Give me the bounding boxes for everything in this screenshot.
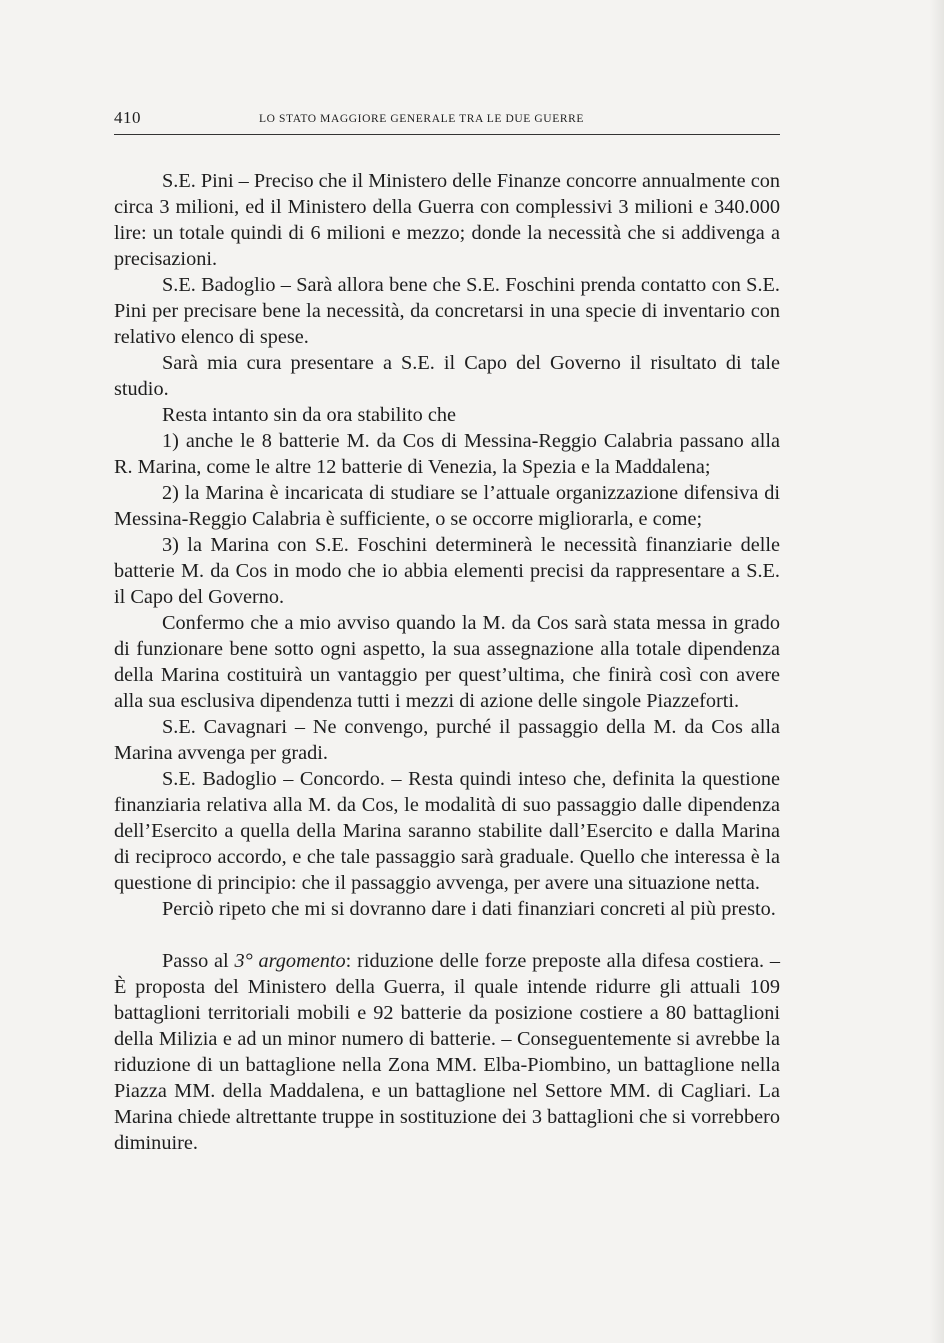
- paragraph: S.E. Pini – Preciso che il Ministero delle Finanze concorre annualmente con circa 3 milioni, ed il Ministero della Guerra con complessivi 3 milioni e 340.000 lire: un totale quindi di 6 milioni e mezzo; donde la necessità che si addivenga a precisazioni.: [114, 170, 780, 270]
- page-edge-shadow: [930, 0, 944, 1343]
- topic-paragraph: [114, 948, 780, 1156]
- running-title: LO STATO MAGGIORE GENERALE TRA LE DUE GUERRE: [259, 113, 585, 125]
- topic-emphasis: 3° argomento: [234, 950, 346, 972]
- topic-rest: : riduzione delle forze preposte alla difesa costiera. – È proposta del Ministero della Guerra, il quale intende ridurre gli attuali 109 battaglioni territoriali mobili e 92 batterie da posizione costiere a 80 battaglioni della Milizia e ad un minor numero di batterie. – Conseguentemente si avrebbe la riduzione di un battaglione nella Zona MM. Elba-Piombino, un battaglione nella Piazza MM. della Maddalena, e un battaglione nel Settore MM. di Cagliari. La Marina chiede altrettante truppe in sostituzione dei 3 battaglioni che si vorrebbero diminuire.: [114, 950, 781, 1154]
- paragraph: Perciò ripeto che mi si dovranno dare i dati finanziari concreti al più presto.: [162, 898, 776, 920]
- list-item-1: 1) anche le 8 batterie M. da Cos di Messina-Reggio Calabria passano alla R. Marina, come le altre 12 batterie di Venezia, la Spezia e la Maddalena;: [114, 430, 780, 478]
- page-number: 410: [114, 108, 141, 127]
- paragraph: Confermo che a mio avviso quando la M. da Cos sarà stata messa in grado di funzionare bene sotto ogni aspetto, la sua assegnazione alla totale dipendenza della Marina costituirà un vantaggio per quest’ultima, che finirà così con avere alla sua esclusiva dipendenza tutti i mezzi di azione delle singole Piazzeforti.: [114, 612, 780, 712]
- topic-lead: Passo al: [162, 950, 235, 972]
- paragraph: S.E. Badoglio – Concordo. – Resta quindi inteso che, definita la questione finanziaria relativa alla M. da Cos, le modalità di suo passaggio dalle dipendenza dell’Esercito a quella della Marina saranno stabilite dall’Esercito e dalla Marina di reciproco accordo, e che tale passaggio sarà graduale. Quello che interessa è la questione di principio: che il passaggio avvenga, per avere una situazione netta.: [114, 768, 780, 894]
- paragraph: Resta intanto sin da ora stabilito che: [162, 404, 457, 426]
- running-header: [114, 104, 780, 135]
- paragraph: S.E. Badoglio – Sarà allora bene che S.E. Foschini prenda contatto con S.E. Pini per precisare bene la necessità, da concretarsi in una specie di inventario con relativo elenco di spese.: [114, 274, 780, 348]
- list-item-2: 2) la Marina è incaricata di studiare se l’attuale organizzazione difensiva di Messina-Reggio Calabria è sufficiente, o se occorre migliorarla, e come;: [114, 482, 780, 530]
- paragraph: Sarà mia cura presentare a S.E. il Capo del Governo il risultato di tale studio.: [114, 352, 780, 400]
- body-text: [114, 168, 780, 1156]
- paragraph: S.E. Cavagnari – Ne convengo, purché il passaggio della M. da Cos alla Marina avvenga per gradi.: [114, 716, 780, 764]
- list-item-3: 3) la Marina con S.E. Foschini determinerà le necessità finanziarie delle batterie M. da Cos in modo che io abbia elementi precisi da rappresentare a S.E. il Capo del Governo.: [114, 534, 780, 608]
